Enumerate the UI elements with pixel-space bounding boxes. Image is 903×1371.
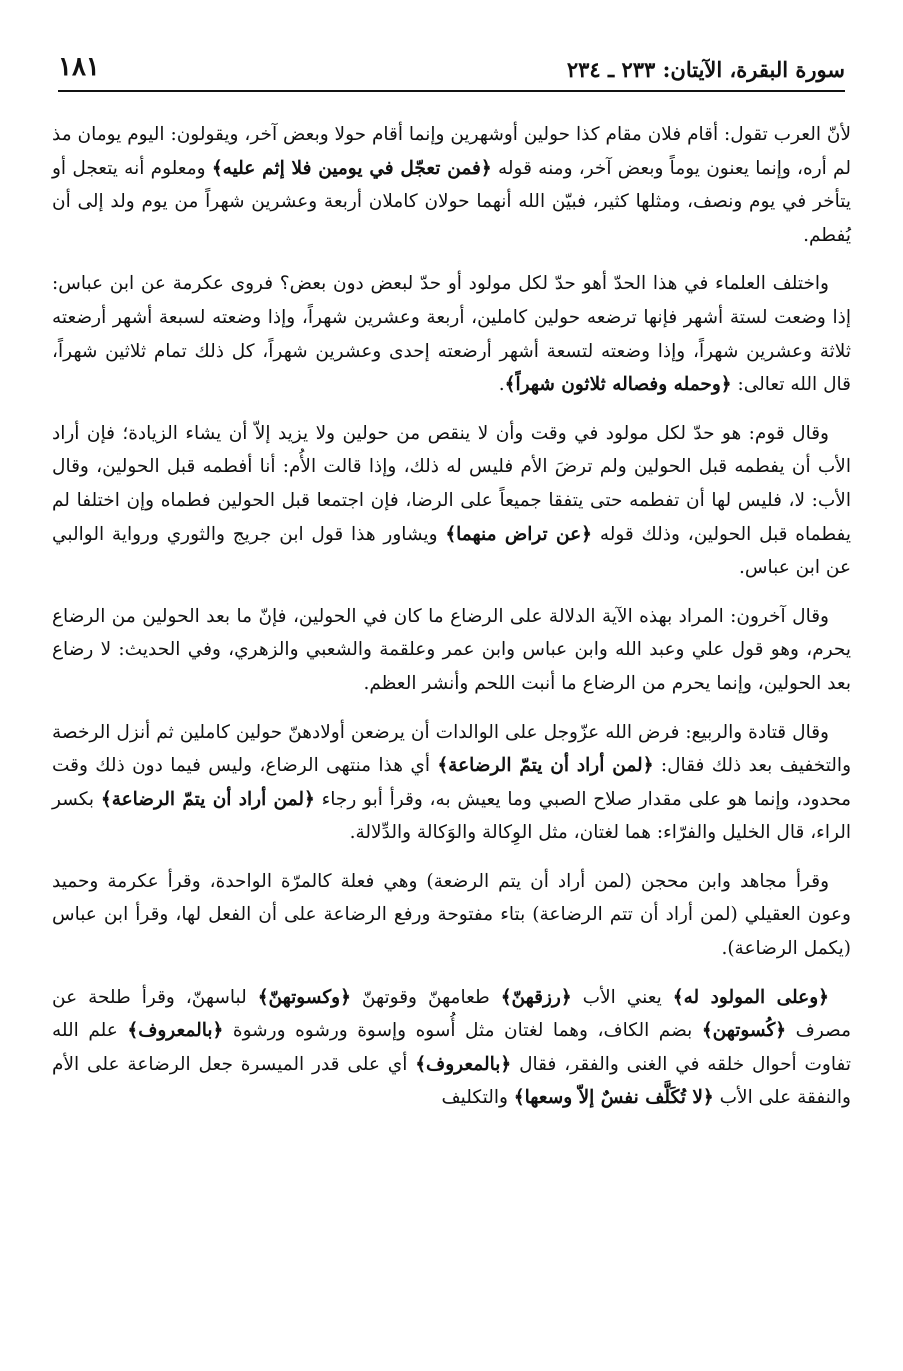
quran-verse: ﴿فمن تعجّل في يومين فلا إثم عليه﴾ — [211, 157, 492, 179]
paragraph — [52, 417, 851, 585]
text-run: والتكليف — [441, 1087, 514, 1109]
quran-verse: ﴿وحمله وفصاله ثلاثون شهراً﴾ — [504, 374, 732, 396]
text-run: لأنّ العرب تقول: أقام فلان مقام كذا حولين أوشهرين وإنما أقام حولا وبعض آخر، ويقولون: اليوم يومان مذ لم أره، وإنما يعنون يوماً وبعض آخر، ومنه قوله — [51, 124, 851, 179]
paragraph — [52, 118, 851, 252]
page-number: ١٨١ — [58, 52, 100, 82]
text-run: ويشاور هذا قول ابن جريج والثوري ورواية الوالبي عن ابن عباس. — [52, 523, 851, 579]
text-run: وقال قتادة والربيع: فرض الله عزّوجل على الوالدات أن يرضعن أولادهنّ حولين كاملين ثم أنزل الرخصة والتخفيف بعد ذلك فقال: — [52, 721, 851, 777]
quran-verse: ﴿رزقهنّ﴾ — [500, 986, 572, 1008]
quran-verse: ﴿لمن أراد أن يتمّ الرضاعة﴾ — [437, 755, 654, 777]
text-run: وقال آخرون: المراد بهذه الآية الدلالة على الرضاع ما كان في الحولين، فإنّ ما بعد الحولين من الرضاع يحرم، وهو قول علي وعبد الله وابن عباس وابن عمر وعلقمة والشعبي والزهري، وفي الحديث: لا رضاع بعد الحولين، وإنما يحرم من الرضاع ما أنبت اللحم وأنشر العظم. — [52, 605, 851, 694]
text-run: . — [498, 374, 505, 396]
text-run: يعني الأب — [571, 986, 673, 1008]
quran-verse: ﴿وعلى المولود له﴾ — [672, 986, 829, 1008]
paragraph — [52, 981, 851, 1115]
paragraph — [52, 865, 851, 966]
text-run: وقال قوم: هو حدّ لكل مولود في وقت وأن لا ينقص من حولين ولا يزيد إلاّ أن يشاء الزيادة؛ فإن أراد الأب أن يفطمه قبل الحولين ولم ترضَ الأم فليس له ذلك، وإذا قالت الأُم: أنا أفطمه قبل الحولين، وقال الأب: لا، فليس لها أن تفطمه حتى يتفقا جميعاً على الرضا، فإن اجتمعا قبل الحولين فطماه وإن اختلفا لم يفطماه قبل الحولين، وذلك قوله — [52, 422, 852, 545]
quran-verse: ﴿كُسوتهن﴾ — [701, 1020, 787, 1042]
text-run: أي هذا منتهى الرضاع، وليس فيما دون ذلك وقت محدود، وإنما هو على مقدار صلاح الصبي وما يعيش به، وقرأ أبو رجاء — [52, 755, 851, 810]
quran-verse: ﴿بالمعروف﴾ — [127, 1020, 224, 1042]
text-run: علم الله تفاوت أحوال خلقه في الغنى والفقر، فقال — [52, 1020, 851, 1075]
text-run: وقرأ مجاهد وابن محجن (لمن أراد أن يتم الرضعة) وهي فعلة كالمرّة الواحدة، وقرأ عكرمة وحميد وعون العقيلي (لمن أراد أن تتم الرضاعة) بتاء مفتوحة ورفع الرضاعة على أن الفعل لها، وقرأ ابن عباس (يكمل الرضاعة). — [52, 870, 851, 960]
quran-verse: ﴿لمن أراد أن يتمّ الرضاعة﴾ — [100, 788, 315, 810]
text-run: بضم الكاف، وهما لغتان مثل أُسوه وإسوة ورشوه ورشوة — [223, 1020, 702, 1042]
quran-verse: ﴿لا تُكَلَّف نفسٌ إلاّ وسعها﴾ — [513, 1087, 714, 1109]
paragraph — [52, 267, 851, 401]
text-run: أي على قدر الميسرة جعل الرضاعة على الأم والنفقة على الأب — [52, 1053, 851, 1109]
text-run: بكسر الراء، قال الخليل والفرّاء: هما لغتان، مثل الوِكالة والوَكالة والدِّلالة. — [52, 788, 851, 844]
body-text — [52, 118, 851, 1130]
quran-verse: ﴿بالمعروف﴾ — [415, 1053, 512, 1075]
paragraph — [52, 716, 851, 850]
paragraph — [52, 600, 851, 701]
text-run: واختلف العلماء في هذا الحدّ أهو حدّ لكل مولود أو حدّ لبعض دون بعض؟ فروى عكرمة عن ابن عباس: إذا وضعت لستة أشهر فإنها ترضعه حولين كاملين، أربعة وعشرين شهراً، وإذا وضعته لسبعة أشهر أرضعته ثلاثة وعشرين شهراً، وإذا وضعته لتسعة أشهر أرضعته إحدى وعشرين شهراً، كل ذلك تمام ثلاثين شهراً، قال الله تعالى: — [52, 273, 851, 396]
text-run: لباسهنّ، وقرأ طلحة عن مصرف — [52, 986, 852, 1042]
quran-verse: ﴿وكسوتهنّ﴾ — [257, 986, 351, 1008]
text-run: طعامهنّ وقوتهنّ — [350, 986, 501, 1008]
page-header — [58, 52, 845, 92]
text-run: ومعلوم أنه يتعجل أو يتأخر في يوم ونصف، ومثلها كثير، فبيّن الله أنهما حولان كاملان أربعة وعشرين شهراً من يوم ولد إلى أن يُفطم. — [52, 157, 851, 246]
running-title: سورة البقرة، الآيتان: ٢٣٣ ـ ٢٣٤ — [566, 57, 845, 82]
quran-verse: ﴿عن تراض منهما﴾ — [445, 523, 593, 545]
